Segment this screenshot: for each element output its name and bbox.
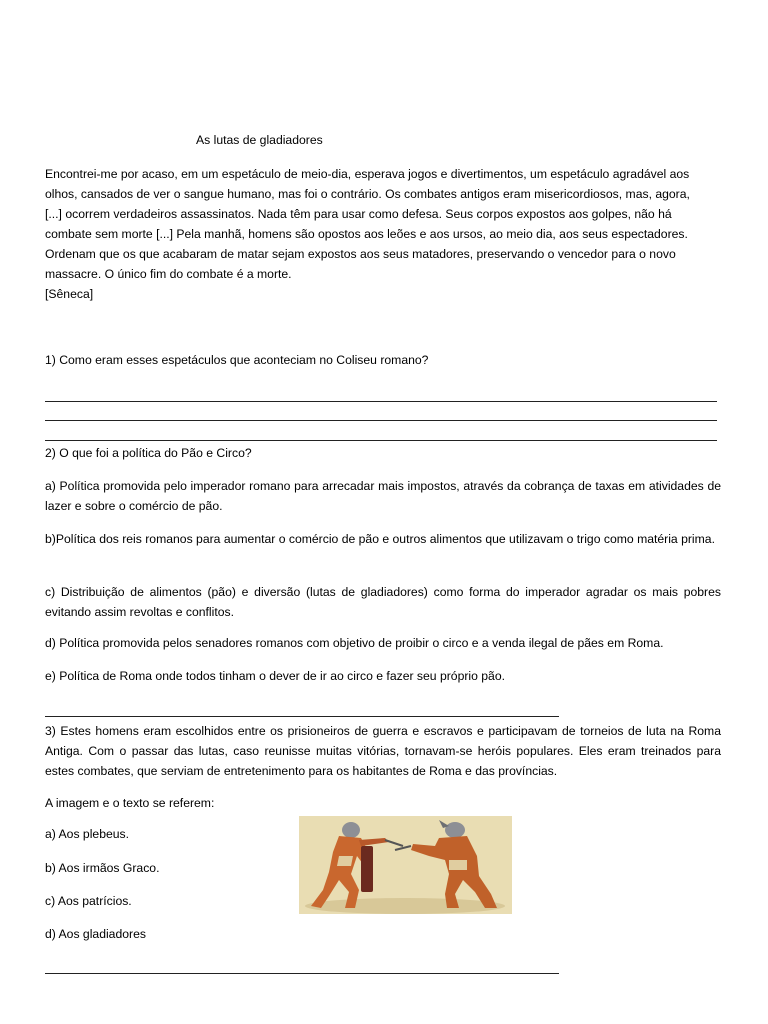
q3-option-b: b) Aos irmãos Graco. (45, 861, 160, 875)
q3-option-c: c) Aos patrícios. (45, 894, 132, 908)
q2-option-c: c) Distribuição de alimentos (pão) e diversão (lutas de gladiadores) como forma do imperador agradar os mais pobres evitando assim revoltas e conflitos. (45, 585, 721, 619)
quote-line: olhos, cansados de ver o sangue humano, mas foi o contrário. Os combates antigos eram misericordiosos, mas, agora, (45, 187, 690, 201)
quote-line: massacre. O único fim do combate é a morte. (45, 267, 292, 281)
answer-line (45, 401, 717, 402)
quote-line: combate sem morte [...] Pela manhã, homens são opostos aos leões e aos ursos, ao meio dia, aos seus espectadores. (45, 227, 688, 241)
question-2: 2) O que foi a política do Pão e Circo? (45, 446, 252, 460)
q3-option-a: a) Aos plebeus. (45, 827, 130, 841)
q3-prompt: A imagem e o texto se referem: (45, 796, 215, 810)
answer-line (45, 440, 717, 441)
separator-line (45, 716, 559, 717)
quote-source: [Sêneca] (45, 287, 94, 301)
document-title: As lutas de gladiadores (196, 133, 323, 147)
q3-option-d: d) Aos gladiadores (45, 927, 146, 941)
quote-line: Ordenam que os que acabaram de matar sejam expostos aos seus matadores, preservando o vencedor para o novo (45, 247, 676, 261)
q2-option-d: d) Política promovida pelos senadores romanos com objetivo de proibir o circo e a venda ilegal de pães em Roma. (45, 636, 664, 650)
quote-line: Encontrei-me por acaso, em um espetáculo de meio-dia, esperava jogos e divertimentos, um espetáculo agradável aos (45, 167, 690, 181)
q2-option-e: e) Política de Roma onde todos tinham o dever de ir ao circo e fazer seu próprio pão. (45, 669, 505, 683)
gladiators-image (299, 816, 512, 914)
question-3: 3) Estes homens eram escolhidos entre os prisioneiros de guerra e escravos e participavam de torneios de luta na Roma Antiga. Com o passar das lutas, caso reunisse muitas vitórias, tornavam-se heróis populares. Eles eram treinados para estes combates, que serviam de entretenimento para os habitantes de Roma e das províncias. (45, 724, 721, 778)
separator-line (45, 973, 559, 974)
quote-line: [...] ocorrem verdadeiros assassinatos. Nada têm para usar como defesa. Seus corpos expostos aos golpes, não há (45, 207, 672, 221)
question-1: 1) Como eram esses espetáculos que aconteciam no Coliseu romano? (45, 353, 429, 367)
answer-line (45, 420, 717, 421)
q2-option-b: b)Política dos reis romanos para aumentar o comércio de pão e outros alimentos que utilizavam o trigo como matéria prima. (45, 532, 715, 546)
q2-option-a: a) Política promovida pelo imperador romano para arrecadar mais impostos, através da cobrança de taxas em atividades de lazer e sobre o comércio de pão. (45, 479, 721, 513)
